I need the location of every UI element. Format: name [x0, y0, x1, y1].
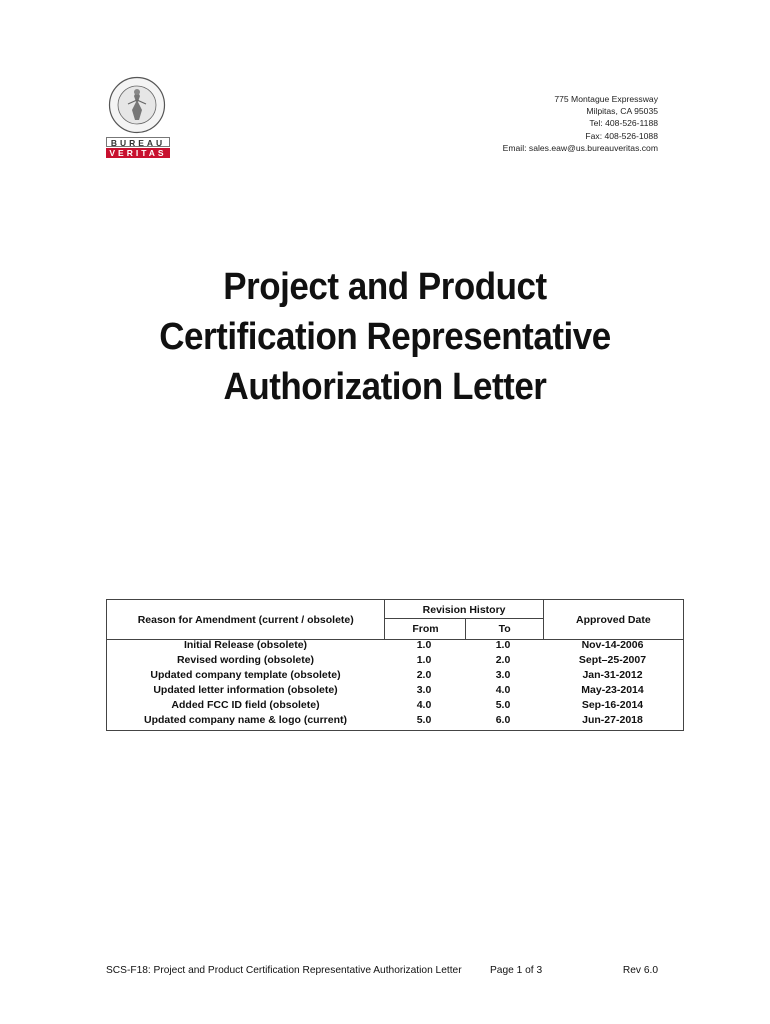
footer-revision: Rev 6.0 [622, 965, 658, 976]
title-line-3: Authorization Letter [223, 366, 547, 408]
reason-cell: Revised wording (obsolete) [176, 654, 315, 666]
header-from: From [385, 619, 466, 639]
from-cell: 2.0 [416, 669, 432, 681]
address-email: Email: sales.eaw@us.bureauveritas.com [502, 142, 658, 153]
date-cell: Jun-27-2018 [582, 714, 643, 726]
revision-history-table [106, 599, 684, 640]
date-cell: Sep-16-2014 [581, 699, 644, 711]
logo-band-top: BUREAU [106, 137, 170, 147]
date-cell: Sept–25-2007 [578, 654, 647, 666]
document-title [31, 262, 739, 412]
address-fax: Fax: 408-526-1088 [585, 130, 658, 141]
from-cell: 1.0 [416, 639, 432, 651]
date-cell: Jan-31-2012 [582, 669, 643, 681]
table-row [107, 683, 683, 698]
bureau-veritas-logo [106, 76, 170, 158]
logo-band-bottom: VERITAS [106, 148, 170, 158]
header-to: To [498, 623, 511, 635]
from-cell: 3.0 [416, 684, 432, 696]
date-cell: May-23-2014 [581, 684, 644, 696]
title-line-2: Certification Representative [159, 316, 611, 358]
address-city: Milpitas, CA 95035 [586, 106, 658, 117]
footer-document-title: SCS-F18: Project and Product Certification Representative Authorization Letter [106, 965, 462, 976]
to-cell: 5.0 [495, 699, 511, 711]
to-cell: 3.0 [495, 669, 511, 681]
table-row [107, 638, 683, 653]
table-row [107, 713, 683, 728]
header-approved-date: Approved Date [543, 600, 683, 640]
table-row [107, 653, 683, 668]
reason-cell: Added FCC ID field (obsolete) [171, 699, 320, 711]
footer-page-number: Page 1 of 3 [490, 965, 543, 976]
table-row [107, 698, 683, 713]
date-cell: Nov-14-2006 [581, 639, 644, 651]
revision-table-body [106, 638, 684, 731]
reason-cell: Updated letter information (obsolete) [153, 684, 338, 696]
header-revision-group [385, 600, 543, 640]
address-street: 775 Montague Expressway [554, 94, 658, 104]
address-phone: Tel: 408-526-1188 [589, 118, 658, 129]
table-row [107, 668, 683, 683]
from-cell: 4.0 [416, 699, 432, 711]
title-line-1: Project and Product [223, 266, 547, 308]
to-cell: 4.0 [495, 684, 511, 696]
reason-cell: Updated company name & logo (current) [143, 714, 348, 726]
company-address [503, 93, 658, 154]
to-cell: 1.0 [495, 639, 511, 651]
from-cell: 1.0 [416, 654, 432, 666]
reason-cell: Initial Release (obsolete) [183, 639, 308, 651]
reason-cell: Updated company template (obsolete) [150, 669, 341, 681]
header-revision-history: Revision History [385, 600, 542, 619]
bureau-veritas-seal-icon [108, 76, 166, 134]
from-cell: 5.0 [416, 714, 432, 726]
to-cell: 2.0 [495, 654, 511, 666]
to-cell: 6.0 [495, 714, 511, 726]
header-reason: Reason for Amendment (current / obsolete) [107, 600, 385, 640]
